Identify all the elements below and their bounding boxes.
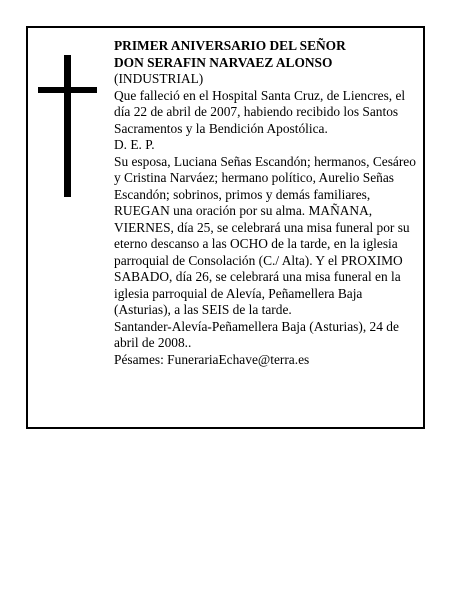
notice-subtitle: (INDUSTRIAL) — [114, 71, 204, 86]
obituary-text — [114, 38, 420, 368]
rip-line: D. E. P. — [114, 137, 155, 152]
family-paragraph: Su esposa, Luciana Señas Escandón; hermanos, Cesáreo y Cristina Narváez; hermano político, Aurelio Señas Escandón; sobrinos, primos y demás familiares, RUEGAN una oración por su alma. MAÑANA, VIERNES, día 25, se celebrará una misa funeral por su eterno descanso a las OCHO de la tarde, en la iglesia parroquial de Consolación (C./ Alta). Y el PROXIMO SABADO, día 26, se celebrará una misa funeral en la iglesia parroquial de Alevía, Peñamellera Baja (Asturias), a las SEIS de la tarde. — [114, 153, 416, 317]
death-paragraph: Que falleció en el Hospital Santa Cruz, de Liencres, el día 22 de abril de 2007, habiendo recibido los Santos Sacramentos y la Bendición Apostólica. — [114, 87, 406, 136]
cross-icon — [64, 55, 71, 197]
place-date: Santander-Alevía-Peñamellera Baja (Asturias), 24 de abril de 2008.. — [114, 318, 399, 350]
condolences-line: Pésames: FunerariaEchave@terra.es — [114, 351, 310, 367]
notice-title-line-2: DON SERAFIN NARVAEZ ALONSO — [114, 54, 333, 70]
notice-title-line-1: PRIMER ANIVERSARIO DEL SEÑOR — [114, 38, 346, 53]
cross-icon-bar — [38, 87, 97, 93]
